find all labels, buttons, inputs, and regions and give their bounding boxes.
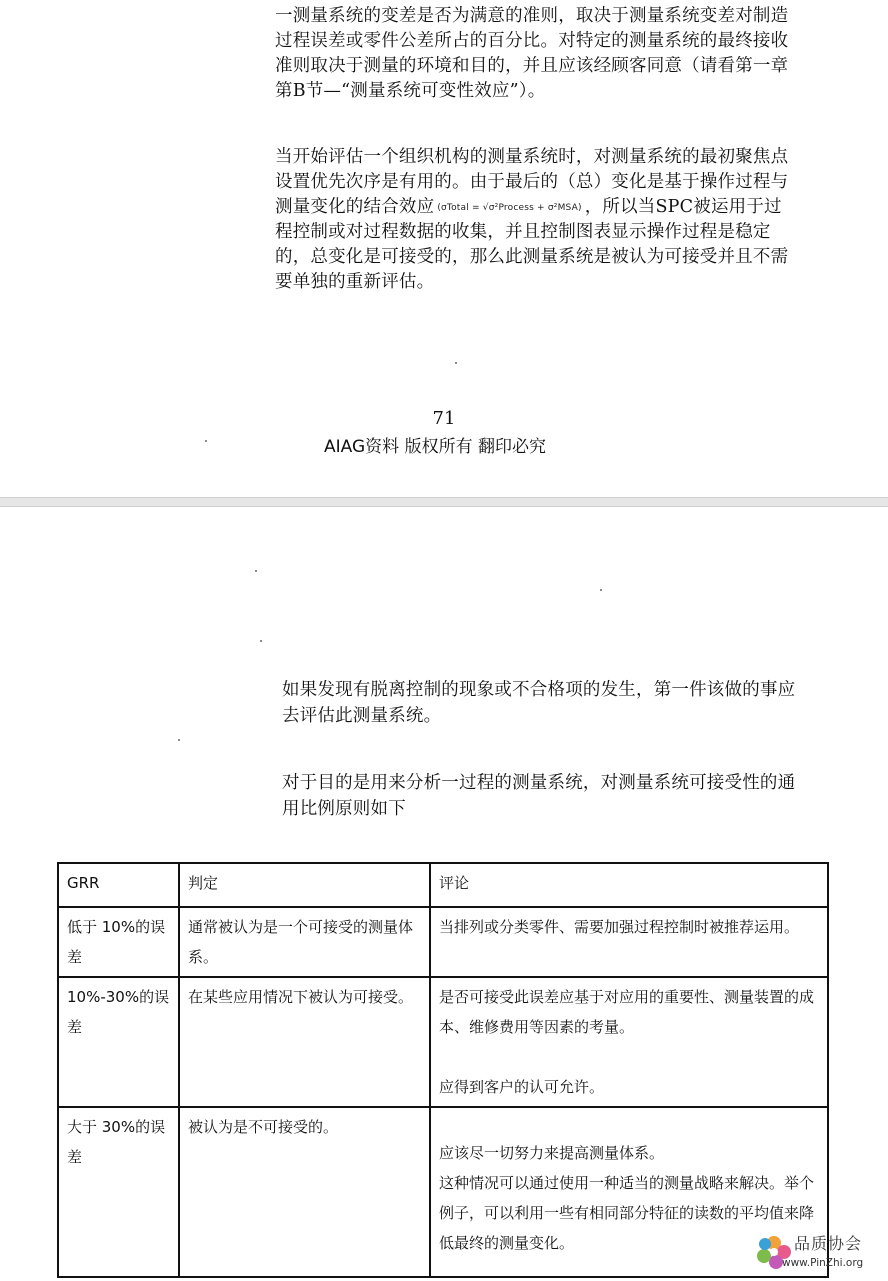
paragraph-out-of-control: 如果发现有脱离控制的现象或不合格项的发生，第一件该做的事应去评估此测量系统。 xyxy=(282,680,796,726)
grr-cell: 10%-30%的误差 xyxy=(58,977,179,1107)
pinzhi-watermark-logo xyxy=(754,1229,884,1277)
paragraph-text-part1: 当开始评估一个组织机构的测量系统时，对测量系统的最初聚焦点设置优先次序是有用的。由于最后的（总）变化是基于操作过程与测量变化的结合效应 xyxy=(275,147,789,217)
column-header-grr: GRR xyxy=(58,863,179,907)
watermark-name: 品质协会 xyxy=(794,1234,863,1253)
page-number: 71 xyxy=(432,408,456,429)
comment-text: 当排列或分类零件、需要加强过程控制时被推荐运用。 xyxy=(439,918,800,936)
document-page-72 xyxy=(0,507,888,1281)
document-page-71 xyxy=(0,0,888,497)
copyright-footer: AIAG资料 版权所有 翻印必究 xyxy=(324,437,546,457)
judgement-cell: 在某些应用情况下被认为可接受。 xyxy=(179,977,430,1107)
grr-acceptance-table xyxy=(57,862,829,1278)
column-header-judgement: 判定 xyxy=(179,863,430,907)
scan-speck xyxy=(205,440,207,442)
scan-speck xyxy=(178,739,180,741)
table-header-row xyxy=(58,863,828,907)
paragraph-acceptance-criteria: 一测量系统的变差是否为满意的准则，取决于测量系统变差对制造过程误差或零件公差所占的百分比。对特定的测量系统的最终接收准则取决于测量的环境和目的，并且应该经顾客同意（请看第一章第B节—“测量系统可变性效应”）。 xyxy=(275,6,789,101)
scan-speck xyxy=(260,640,262,642)
scan-speck xyxy=(255,570,257,572)
comment-note: 应得到客户的认可允许。 xyxy=(439,1078,605,1096)
scan-speck xyxy=(455,362,457,364)
page-separator xyxy=(0,497,888,507)
watermark-url: www.PinZhi.org xyxy=(782,1257,864,1269)
table-row xyxy=(58,977,828,1107)
comment-cell xyxy=(430,977,828,1107)
column-header-comment: 评论 xyxy=(430,863,828,907)
paragraph-evaluation-priority xyxy=(275,145,795,295)
comment-cell xyxy=(430,907,828,977)
comment-text: 是否可接受此误差应基于对应用的重要性、测量装置的成本、维修费用等因素的考量。 xyxy=(439,988,815,1036)
comment-text: 应该尽一切努力来提高测量体系。 xyxy=(439,1144,665,1162)
table-row xyxy=(58,907,828,977)
comment-note: 这种情况可以通过使用一种适当的测量战略来解决。举个例子，可以利用一些有相同部分特征的读数的平均值来降低最终的测量变化。 xyxy=(439,1174,815,1252)
scan-speck xyxy=(600,589,602,591)
paragraph-rule-of-thumb: 对于目的是用来分析一过程的测量系统，对测量系统可接受性的通用比例原则如下 xyxy=(282,773,796,819)
grr-cell: 低于 10%的误差 xyxy=(58,907,179,977)
sigma-total-formula: (σTotal = √σ²Process + σ²MSA) xyxy=(437,202,582,213)
table-row xyxy=(58,1107,828,1277)
judgement-cell: 通常被认为是一个可接受的测量体系。 xyxy=(179,907,430,977)
paragraph-text-part2: ，所以当SPC被运用于过程控制或对过程数据的收集，并且控制图表显示操作过程是稳定的，总变化是可接受的，那么此测量系统是被认为可接受并且不需要单独的重新评估。 xyxy=(275,197,789,292)
judgement-cell: 被认为是不可接受的。 xyxy=(179,1107,430,1277)
grr-cell: 大于 30%的误差 xyxy=(58,1107,179,1277)
